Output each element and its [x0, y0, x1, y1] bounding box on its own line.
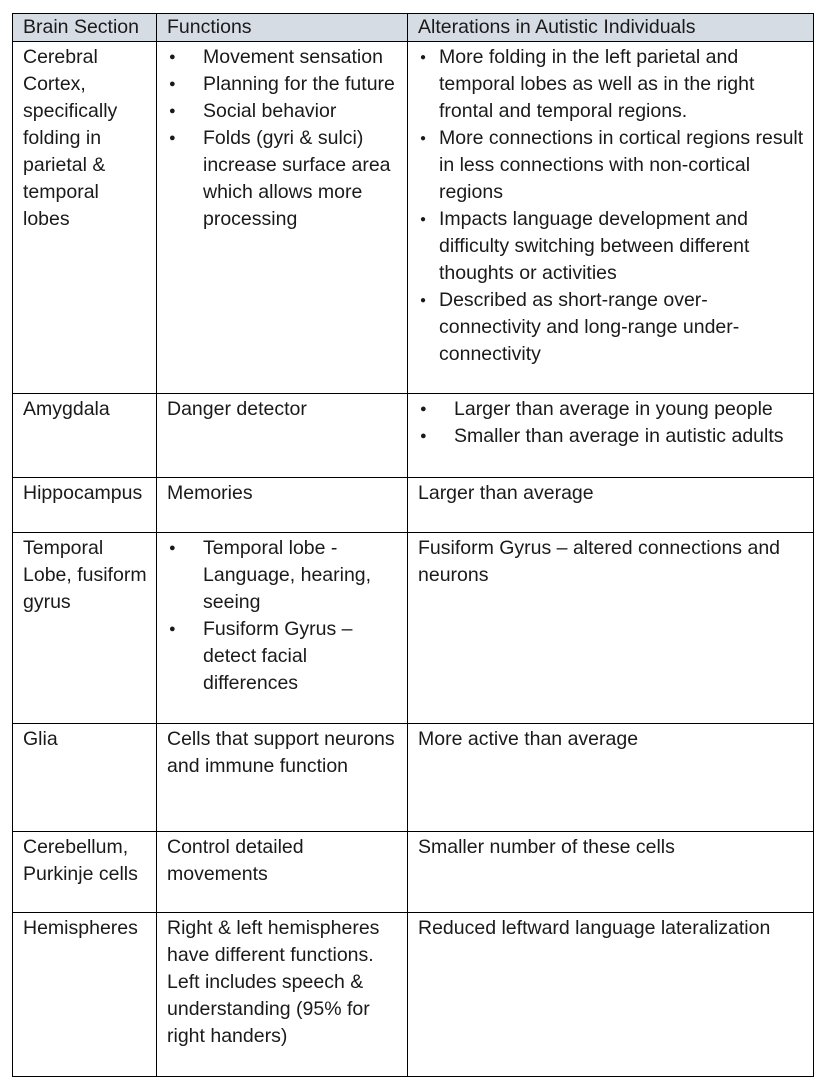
- row-section: Cerebellum, Purkinje cells: [13, 832, 157, 913]
- table-row: [13, 724, 814, 832]
- list-item: ● More connections in cortical regions result in less connections with non-cortical regions: [418, 125, 807, 206]
- row-section: Cerebral Cortex, specifically folding in parietal & temporal lobes: [13, 42, 157, 394]
- row-alterations: [408, 42, 814, 394]
- row-functions: [157, 533, 408, 724]
- row-section: Amygdala: [13, 394, 157, 478]
- row-alterations: Reduced leftward language lateralization: [408, 913, 814, 1077]
- row-functions: Memories: [157, 478, 408, 533]
- header-alterations: Alterations in Autistic Individuals: [408, 14, 814, 42]
- row-functions: Control detailed movements: [157, 832, 408, 913]
- row-alterations: Smaller number of these cells: [408, 832, 814, 913]
- table-row: [13, 394, 814, 478]
- row-section: Glia: [13, 724, 157, 832]
- list-item: ● Smaller than average in autistic adults: [418, 423, 807, 450]
- row-alterations: Fusiform Gyrus – altered connections and neurons: [408, 533, 814, 724]
- header-functions: Functions: [157, 14, 408, 42]
- table-row: [13, 533, 814, 724]
- table-row: [13, 913, 814, 1077]
- list-item: ● Larger than average in young people: [418, 396, 807, 423]
- list-item: ● Planning for the future: [167, 71, 401, 98]
- list-item: ● Folds (gyri & sulci) increase surface area which allows more processing: [167, 125, 401, 233]
- row-functions: Danger detector: [157, 394, 408, 478]
- list-item: ● Movement sensation: [167, 44, 401, 71]
- row-section: Hemispheres: [13, 913, 157, 1077]
- list-item: ● Social behavior: [167, 98, 401, 125]
- row-functions: Right & left hemispheres have different functions. Left includes speech & understanding (95% for right handers): [157, 913, 408, 1077]
- list-item: ● Fusiform Gyrus – detect facial differences: [167, 616, 401, 697]
- list-item: ● Impacts language development and difficulty switching between different thoughts or activities: [418, 206, 807, 287]
- table-row: [13, 478, 814, 533]
- header-brain-section: Brain Section: [13, 14, 157, 42]
- header-row: [13, 14, 814, 42]
- table-row: [13, 42, 814, 394]
- row-alterations: More active than average: [408, 724, 814, 832]
- brain-sections-table: [12, 13, 814, 1077]
- row-section: Hippocampus: [13, 478, 157, 533]
- list-item: ● Described as short-range over-connectivity and long-range under-connectivity: [418, 287, 807, 368]
- row-section: Temporal Lobe, fusiform gyrus: [13, 533, 157, 724]
- row-functions: [157, 42, 408, 394]
- row-alterations: [408, 394, 814, 478]
- list-item: ● More folding in the left parietal and temporal lobes as well as in the right frontal and temporal regions.: [418, 44, 807, 125]
- table-row: [13, 832, 814, 913]
- list-item: ● Temporal lobe - Language, hearing, seeing: [167, 535, 401, 616]
- row-functions: Cells that support neurons and immune function: [157, 724, 408, 832]
- row-alterations: Larger than average: [408, 478, 814, 533]
